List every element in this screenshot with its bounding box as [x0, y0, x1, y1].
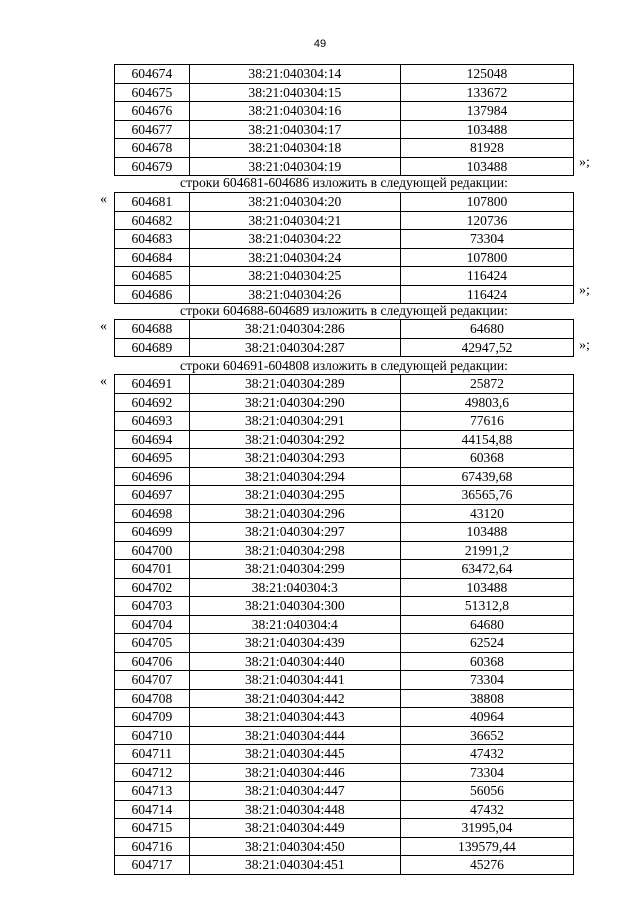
value-cell: 43120	[400, 504, 573, 523]
table-row	[115, 65, 574, 84]
row-number-cell: 604704	[115, 615, 190, 634]
cadastral-number-cell: 38:21:040304:293	[189, 449, 400, 468]
value-cell: 60368	[400, 652, 573, 671]
table-row	[115, 211, 574, 230]
value-cell: 103488	[400, 578, 573, 597]
value-cell: 60368	[400, 449, 573, 468]
value-cell: 47432	[400, 800, 573, 819]
opening-quote: «	[100, 192, 107, 207]
value-cell: 81928	[400, 139, 573, 158]
cadastral-number-cell: 38:21:040304:4	[189, 615, 400, 634]
value-cell: 36652	[400, 726, 573, 745]
cadastral-number-cell: 38:21:040304:289	[189, 375, 400, 394]
cadastral-number-cell: 38:21:040304:17	[189, 120, 400, 139]
table-row	[115, 248, 574, 267]
value-cell: 64680	[400, 320, 573, 339]
cadastral-number-cell: 38:21:040304:291	[189, 412, 400, 431]
table-row	[115, 230, 574, 249]
table-row	[115, 267, 574, 286]
cadastral-number-cell: 38:21:040304:26	[189, 285, 400, 304]
value-cell: 116424	[400, 267, 573, 286]
value-cell: 73304	[400, 230, 573, 249]
value-cell: 38808	[400, 689, 573, 708]
row-number-cell: 604683	[115, 230, 190, 249]
cadastral-number-cell: 38:21:040304:445	[189, 745, 400, 764]
row-number-cell: 604707	[115, 671, 190, 690]
table-row	[115, 375, 574, 394]
cadastral-number-cell: 38:21:040304:297	[189, 523, 400, 542]
row-number-cell: 604705	[115, 634, 190, 653]
cadastral-number-cell: 38:21:040304:15	[189, 83, 400, 102]
row-number-cell: 604674	[115, 65, 190, 84]
table-row	[115, 83, 574, 102]
value-cell: 42947,52	[400, 338, 573, 357]
table-row	[115, 634, 574, 653]
row-number-cell: 604711	[115, 745, 190, 764]
cadastral-number-cell: 38:21:040304:440	[189, 652, 400, 671]
closing-quote: »;	[579, 338, 590, 353]
table-row	[115, 763, 574, 782]
closing-quote: »;	[579, 283, 590, 298]
table-row	[115, 412, 574, 431]
table-row	[115, 597, 574, 616]
cadastral-number-cell: 38:21:040304:299	[189, 560, 400, 579]
cadastral-number-cell: 38:21:040304:21	[189, 211, 400, 230]
row-number-cell: 604717	[115, 856, 190, 875]
table-row	[115, 708, 574, 727]
cadastral-number-cell: 38:21:040304:24	[189, 248, 400, 267]
value-cell: 45276	[400, 856, 573, 875]
row-number-cell: 604693	[115, 412, 190, 431]
cadastral-number-cell: 38:21:040304:448	[189, 800, 400, 819]
row-number-cell: 604710	[115, 726, 190, 745]
data-table-4	[114, 374, 574, 875]
row-number-cell: 604708	[115, 689, 190, 708]
cadastral-number-cell: 38:21:040304:290	[189, 393, 400, 412]
value-cell: 73304	[400, 671, 573, 690]
value-cell: 25872	[400, 375, 573, 394]
cadastral-number-cell: 38:21:040304:292	[189, 430, 400, 449]
closing-quote: »;	[579, 155, 590, 170]
row-number-cell: 604675	[115, 83, 190, 102]
value-cell: 107800	[400, 248, 573, 267]
row-number-cell: 604697	[115, 486, 190, 505]
row-number-cell: 604703	[115, 597, 190, 616]
table-row	[115, 120, 574, 139]
page-number: 49	[313, 38, 327, 50]
table-row	[115, 578, 574, 597]
row-number-cell: 604696	[115, 467, 190, 486]
value-cell: 64680	[400, 615, 573, 634]
section-instruction: строки 604681-604686 изложить в следующей редакции:	[180, 175, 508, 190]
table-row	[115, 689, 574, 708]
value-cell: 51312,8	[400, 597, 573, 616]
cadastral-number-cell: 38:21:040304:300	[189, 597, 400, 616]
cadastral-number-cell: 38:21:040304:451	[189, 856, 400, 875]
data-table-1	[114, 64, 574, 176]
data-table-2	[114, 192, 574, 304]
row-number-cell: 604706	[115, 652, 190, 671]
row-number-cell: 604692	[115, 393, 190, 412]
row-number-cell: 604714	[115, 800, 190, 819]
cadastral-number-cell: 38:21:040304:443	[189, 708, 400, 727]
value-cell: 31995,04	[400, 819, 573, 838]
row-number-cell: 604702	[115, 578, 190, 597]
row-number-cell: 604701	[115, 560, 190, 579]
row-number-cell: 604684	[115, 248, 190, 267]
cadastral-number-cell: 38:21:040304:447	[189, 782, 400, 801]
opening-quote: «	[100, 374, 107, 389]
value-cell: 67439,68	[400, 467, 573, 486]
row-number-cell: 604699	[115, 523, 190, 542]
section-instruction: строки 604688-604689 изложить в следующей редакции:	[180, 303, 508, 318]
cadastral-number-cell: 38:21:040304:286	[189, 320, 400, 339]
table-row	[115, 671, 574, 690]
table-row	[115, 615, 574, 634]
row-number-cell: 604676	[115, 102, 190, 121]
cadastral-number-cell: 38:21:040304:450	[189, 837, 400, 856]
table-row	[115, 504, 574, 523]
table-row	[115, 541, 574, 560]
value-cell: 44154,88	[400, 430, 573, 449]
row-number-cell: 604681	[115, 193, 190, 212]
cadastral-number-cell: 38:21:040304:294	[189, 467, 400, 486]
row-number-cell: 604686	[115, 285, 190, 304]
row-number-cell: 604700	[115, 541, 190, 560]
table-row	[115, 338, 574, 357]
value-cell: 49803,6	[400, 393, 573, 412]
row-number-cell: 604713	[115, 782, 190, 801]
cadastral-number-cell: 38:21:040304:19	[189, 157, 400, 176]
row-number-cell: 604682	[115, 211, 190, 230]
table-row	[115, 139, 574, 158]
table-row	[115, 560, 574, 579]
cadastral-number-cell: 38:21:040304:22	[189, 230, 400, 249]
row-number-cell: 604685	[115, 267, 190, 286]
table-row	[115, 430, 574, 449]
table-row	[115, 652, 574, 671]
table-row	[115, 193, 574, 212]
value-cell: 103488	[400, 157, 573, 176]
row-number-cell: 604716	[115, 837, 190, 856]
table-row	[115, 745, 574, 764]
value-cell: 103488	[400, 523, 573, 542]
row-number-cell: 604688	[115, 320, 190, 339]
row-number-cell: 604695	[115, 449, 190, 468]
row-number-cell: 604679	[115, 157, 190, 176]
cadastral-number-cell: 38:21:040304:439	[189, 634, 400, 653]
table-row	[115, 157, 574, 176]
opening-quote: «	[100, 319, 107, 334]
table-row	[115, 726, 574, 745]
row-number-cell: 604678	[115, 139, 190, 158]
value-cell: 116424	[400, 285, 573, 304]
cadastral-number-cell: 38:21:040304:20	[189, 193, 400, 212]
value-cell: 62524	[400, 634, 573, 653]
value-cell: 133672	[400, 83, 573, 102]
data-table-3	[114, 319, 574, 357]
table-row	[115, 285, 574, 304]
cadastral-number-cell: 38:21:040304:298	[189, 541, 400, 560]
value-cell: 137984	[400, 102, 573, 121]
value-cell: 21991,2	[400, 541, 573, 560]
table-row	[115, 320, 574, 339]
value-cell: 56056	[400, 782, 573, 801]
value-cell: 125048	[400, 65, 573, 84]
table-row	[115, 819, 574, 838]
row-number-cell: 604689	[115, 338, 190, 357]
cadastral-number-cell: 38:21:040304:442	[189, 689, 400, 708]
value-cell: 103488	[400, 120, 573, 139]
table-row	[115, 837, 574, 856]
cadastral-number-cell: 38:21:040304:444	[189, 726, 400, 745]
value-cell: 77616	[400, 412, 573, 431]
cadastral-number-cell: 38:21:040304:18	[189, 139, 400, 158]
cadastral-number-cell: 38:21:040304:14	[189, 65, 400, 84]
row-number-cell: 604694	[115, 430, 190, 449]
value-cell: 40964	[400, 708, 573, 727]
cadastral-number-cell: 38:21:040304:3	[189, 578, 400, 597]
table-row	[115, 856, 574, 875]
table-row	[115, 523, 574, 542]
cadastral-number-cell: 38:21:040304:449	[189, 819, 400, 838]
value-cell: 120736	[400, 211, 573, 230]
cadastral-number-cell: 38:21:040304:441	[189, 671, 400, 690]
value-cell: 36565,76	[400, 486, 573, 505]
cadastral-number-cell: 38:21:040304:16	[189, 102, 400, 121]
table-row	[115, 102, 574, 121]
table-row	[115, 486, 574, 505]
row-number-cell: 604677	[115, 120, 190, 139]
cadastral-number-cell: 38:21:040304:25	[189, 267, 400, 286]
value-cell: 107800	[400, 193, 573, 212]
row-number-cell: 604698	[115, 504, 190, 523]
section-instruction: строки 604691-604808 изложить в следующей редакции:	[180, 358, 508, 373]
table-row	[115, 467, 574, 486]
cadastral-number-cell: 38:21:040304:295	[189, 486, 400, 505]
table-row	[115, 800, 574, 819]
row-number-cell: 604691	[115, 375, 190, 394]
cadastral-number-cell: 38:21:040304:287	[189, 338, 400, 357]
value-cell: 139579,44	[400, 837, 573, 856]
cadastral-number-cell: 38:21:040304:296	[189, 504, 400, 523]
table-row	[115, 782, 574, 801]
value-cell: 47432	[400, 745, 573, 764]
value-cell: 73304	[400, 763, 573, 782]
row-number-cell: 604712	[115, 763, 190, 782]
cadastral-number-cell: 38:21:040304:446	[189, 763, 400, 782]
table-row	[115, 449, 574, 468]
row-number-cell: 604709	[115, 708, 190, 727]
table-row	[115, 393, 574, 412]
value-cell: 63472,64	[400, 560, 573, 579]
row-number-cell: 604715	[115, 819, 190, 838]
